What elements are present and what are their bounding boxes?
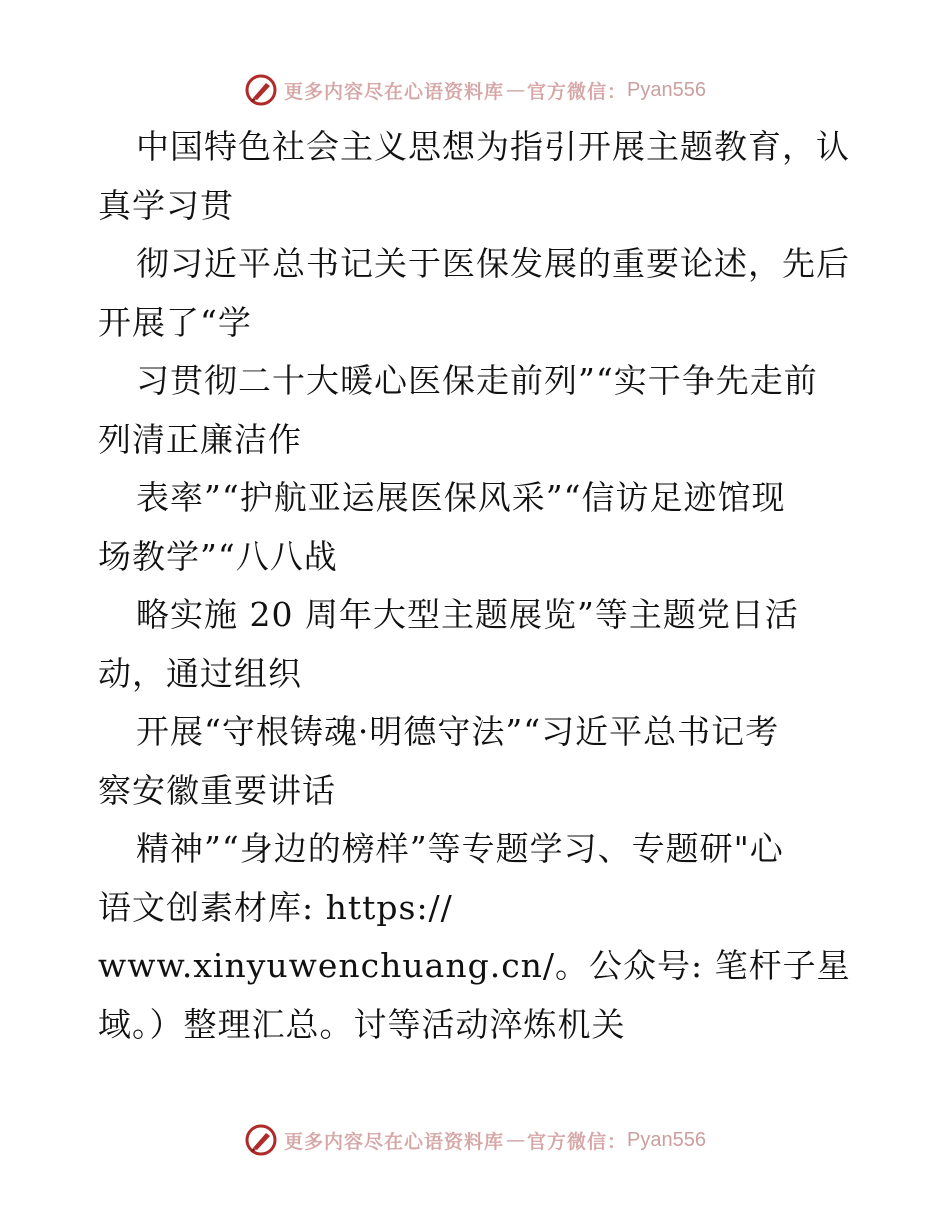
banner-wechat-id: Pyan556	[627, 78, 706, 101]
body-line: 习贯彻二十大暖心医保走前列”“实干争先走前	[136, 361, 818, 400]
banner-separator: —	[506, 79, 526, 101]
pen-logo-icon	[244, 1123, 278, 1157]
body-line: 动，通过组织	[98, 653, 302, 693]
footer-banner	[0, 1120, 950, 1160]
body-line: 域。）整理汇总。讨等活动淬炼机关	[98, 1004, 626, 1044]
body-line: 略实施 20 周年大型主题展览”等主题党日活	[136, 595, 799, 634]
body-line: 察安徽重要讲话	[98, 770, 336, 810]
pen-logo-icon	[244, 73, 278, 107]
header-banner	[0, 70, 950, 110]
banner-main-text: 更多内容尽在心语资料库	[284, 80, 505, 103]
body-line: 精神”“身边的榜样”等专题学习、专题研"心	[136, 829, 784, 868]
body-line: 彻习近平总书记关于医保发展的重要论述，先后	[136, 244, 850, 283]
body-line: 表率”“护航亚运展医保风采”“信访足迹馆现	[136, 478, 786, 517]
body-line: 列清正廉洁作	[98, 419, 302, 459]
body-line: 开展了“学	[98, 302, 252, 342]
body-line: www.xinyuwenchuang.cn/。公众号: 笔杆子星	[98, 946, 851, 985]
banner-separator: —	[506, 1129, 526, 1151]
document-body	[98, 118, 858, 1054]
banner-main-text: 更多内容尽在心语资料库	[284, 1130, 505, 1153]
body-line: 语文创素材库: https://	[98, 887, 453, 927]
body-line: 中国特色社会主义思想为指引开展主题教育，认	[136, 127, 850, 166]
banner-wechat-label: 官方微信：	[527, 1130, 628, 1153]
body-line: 真学习贯	[98, 185, 234, 225]
banner-wechat-label: 官方微信：	[527, 80, 628, 103]
body-line: 场教学”“八八战	[98, 536, 338, 576]
banner-wechat-id: Pyan556	[627, 1128, 706, 1151]
body-line: 开展“守根铸魂·明德守法”“习近平总书记考	[136, 712, 780, 751]
